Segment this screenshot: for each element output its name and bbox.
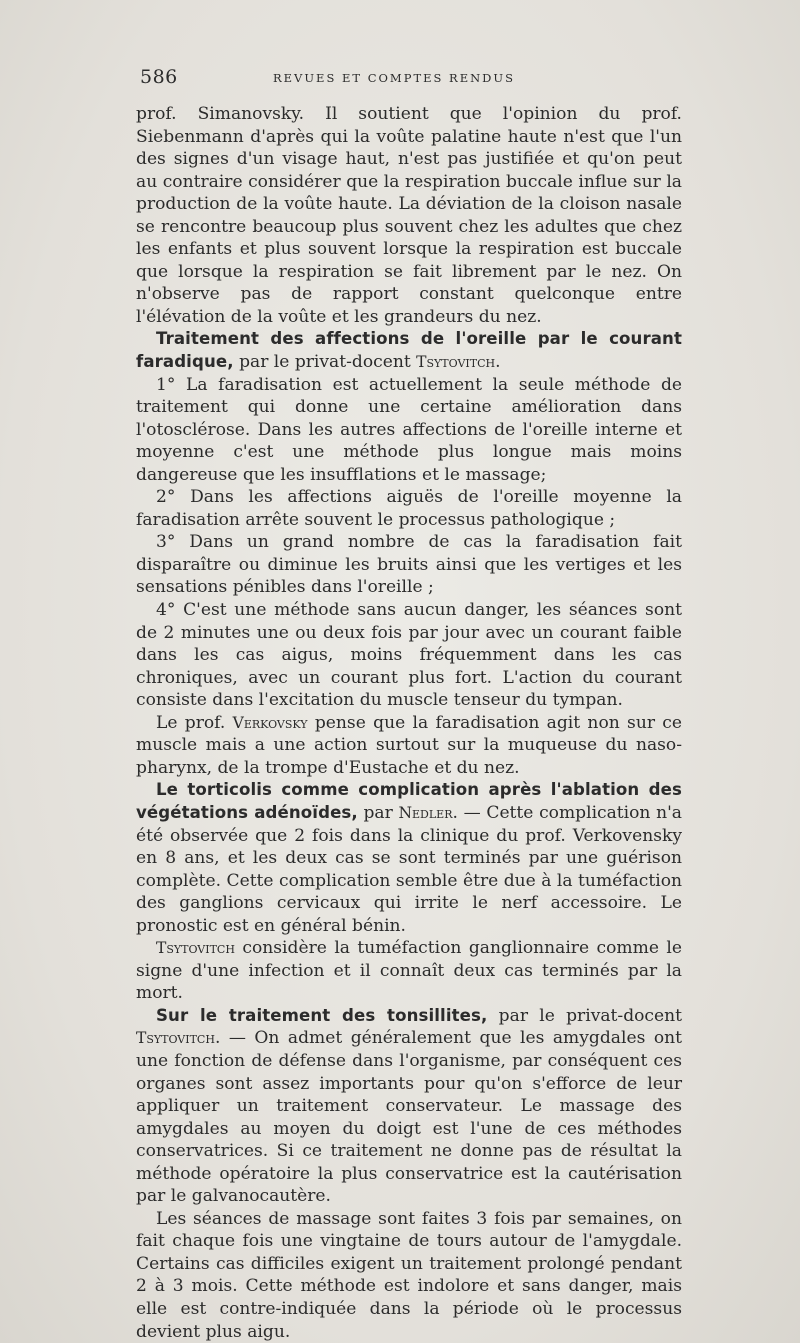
- paragraph-verkovsky: [136, 712, 682, 780]
- author-prefix: par le privat-docent: [487, 1005, 682, 1026]
- comment-text: considère la tuméfaction ganglionnaire comme le signe d'une infection et il connaît deux cas terminés par la mort.: [136, 938, 682, 1004]
- page-number: 586: [140, 66, 178, 88]
- author-prefix: par le privat-docent: [239, 352, 417, 373]
- section-title-faradisation: Traitement des affections de l'oreille par le courant faradique,: [136, 329, 682, 372]
- author-suffix: .: [495, 352, 501, 373]
- paragraph-massage: Les séances de massage sont faites 3 fois par semaines, on fait chaque fois une vingtaine de tours autour de l'amygdale. Certains cas difficiles exigent un traitement prolongé pendant 2 à 3 mois. Cette méthode est indolore et sans danger, mais elle est contre-indiquée dans la période où le processus devient plus aigu.: [136, 1208, 682, 1342]
- comment-author: Verkovsky: [232, 713, 308, 732]
- section-faradisation: [136, 328, 682, 373]
- section-torticolis: [136, 779, 682, 937]
- comment-author: Tsytovitch: [156, 939, 235, 958]
- comment-text: pense que la faradisation agit non sur ce muscle mais a une action surtout sur la muqueuse du naso-pharynx, de la trompe d'Eustache et du nez.: [136, 712, 682, 778]
- list-item-2: 2° Dans les affections aiguës de l'oreille moyenne la faradisation arrête souvent le processus pathologique ;: [136, 487, 682, 530]
- author-name: Tsytovitch: [136, 1029, 215, 1048]
- running-title: REVUES ET COMPTES RENDUS: [273, 71, 515, 85]
- section-title-torticolis: Le torticolis comme complication après l'ablation des végétations adénoïdes,: [136, 780, 682, 822]
- list-item-1: 1° La faradisation est actuellement la seule méthode de traitement qui donne une certaine amélioration dans l'otosclérose. Dans les autres affections de l'oreille interne et moyenne c'est une méthode plus longue mais moins dangereuse que les insufflations et le massage;: [136, 374, 682, 485]
- comment-prefix: Le prof.: [156, 712, 233, 733]
- author-prefix: par: [357, 802, 399, 823]
- section-text: . — Cette complication n'a été observée que 2 fois dans la clinique du prof. Verkovensky en 8 ans, et les deux cas se sont terminés par une guérison complète. Cette complication semble être due à la tuméfaction des ganglions cervicaux qui irrite le nerf accessoire. Le pronostic est en général bénin.: [136, 802, 682, 936]
- section-text: . — On admet généralement que les amygdales ont une fonction de défense dans l'organisme, par conséquent ces organes sont assez importants pour qu'on s'efforce de leur appliquer un traitement conservateur. Le massage des amygdales au moyen du doigt est l'une de ces méthodes conservatrices. Si ce traitement ne donne pas de résultat la méthode opératoire la plus conservatrice est la cautérisation par le galvanocautère.: [136, 1028, 682, 1207]
- list-item-3: 3° Dans un grand nombre de cas la faradisation fait disparaître ou diminue les bruits ainsi que les vertiges et les sensations pénibles dans l'oreille ;: [136, 532, 682, 598]
- paragraph-intro: prof. Simanovsky. Il soutient que l'opinion du prof. Siebenmann d'après qui la voûte palatine haute n'est que l'un des signes d'un visage haut, n'est pas justifiée et qu'on peut au contraire considérer que la respiration buccale influe sur la production de la voûte haute. La déviation de la cloison nasale se rencontre beaucoup plus souvent chez les adultes que chez les enfants et plus souvent lorsque la respiration est buccale que lorsque la respiration se fait librement par le nez. On n'observe pas de rapport constant quelconque entre l'élévation de la voûte et les grandeurs du nez.: [136, 104, 682, 327]
- section-tonsillites: [136, 1005, 682, 1208]
- article-body: [136, 103, 682, 1343]
- author-name: Tsytovitch: [416, 353, 496, 372]
- list-item-4: 4° C'est une méthode sans aucun danger, les séances sont de 2 minutes une ou deux fois par jour avec un courant faible dans les cas aigus, moins fréquemment dans les cas chroniques, avec un courant plus fort. L'action du courant consiste dans l'excitation du muscle tenseur du tympan.: [136, 600, 682, 711]
- section-title-tonsillites: Sur le traitement des tonsillites,: [156, 1005, 488, 1025]
- paragraph-tsytovitch-comment: [136, 937, 682, 1005]
- page-header: [138, 66, 668, 92]
- author-name: Nedler: [398, 803, 453, 822]
